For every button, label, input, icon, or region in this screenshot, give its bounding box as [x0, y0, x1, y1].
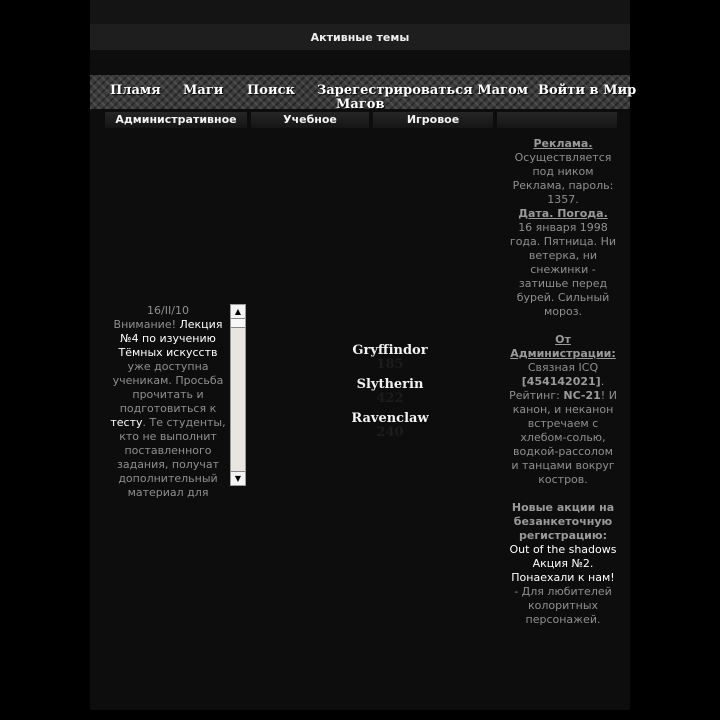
nav-mages[interactable]: Маги — [183, 83, 224, 98]
house-ravenclaw: Ravenclaw 240 — [330, 412, 450, 440]
category-administrative[interactable]: Административное — [105, 112, 247, 128]
scroll-up-icon[interactable]: ▲ — [231, 305, 245, 319]
nav-search[interactable]: Поиск — [247, 83, 295, 98]
house-points: 240 — [376, 425, 404, 440]
category-empty — [497, 112, 617, 128]
ad-text: Осуществляется под ником Реклама, пароль: 1357. — [512, 151, 614, 206]
weather-text: 16 января 1998 года. Пятница. Ни ветерка, ни снежинки - затишье перед бурей. Сильный мороз. — [509, 221, 617, 318]
promo-link-1[interactable]: Out of the shadows — [509, 543, 617, 556]
house-gryffindor: Gryffindor 185 — [330, 344, 450, 372]
scroll-down-icon[interactable]: ▼ — [231, 471, 245, 485]
category-game[interactable]: Игровое — [373, 112, 493, 128]
nav-register-wrap[interactable]: Магов — [336, 97, 385, 112]
nav-register[interactable]: Зарегестрироваться Магом — [317, 83, 528, 98]
news-scroller[interactable] — [106, 304, 230, 499]
house-slytherin: Slytherin 422 — [330, 378, 450, 406]
news-body: Внимание! Лекция №4 по изучению Тёмных искусств уже доступна ученикам. Просьба прочитать и подготовиться к тесту. Те студенты, кто не выполнит поставленного задания, получат дополнительный материал для — [110, 318, 226, 499]
main-nav — [90, 75, 637, 112]
ad-heading[interactable]: Реклама. — [533, 137, 593, 150]
promo-2-desc: - Для любителей колоритных персонажей. — [514, 585, 612, 626]
house-points: 185 — [376, 357, 404, 372]
sidebar — [508, 137, 618, 627]
nav-login[interactable]: Войти в Мир — [538, 83, 637, 98]
admin-heading[interactable]: От Администрации: — [510, 333, 616, 360]
scroll-thumb[interactable] — [231, 319, 245, 328]
promo-link-2[interactable]: Акция №2. Понаехали к нам! — [511, 557, 615, 584]
news-lecture-link[interactable]: Лекция №4 по изучению Тёмных искусств — [118, 318, 223, 359]
news-test-link[interactable]: тесту — [110, 416, 143, 429]
nav-flame[interactable]: Пламя — [110, 83, 161, 98]
active-topics-link[interactable]: Активные темы — [90, 24, 630, 50]
page — [90, 0, 637, 710]
house-points: 422 — [376, 391, 404, 406]
news-date: 16/II/10 — [147, 304, 189, 317]
news-scrollbar[interactable] — [230, 304, 246, 486]
top-strip — [90, 0, 630, 24]
weather-heading[interactable]: Дата. Погода. — [518, 207, 608, 220]
category-educational[interactable]: Учебное — [251, 112, 369, 128]
promo-heading: Новые акции на безанкеточную регистрацию: — [511, 501, 615, 542]
admin-info: Связная ICQ [454142021]. Рейтинг: NC-21! И канон, и неканон встречаем с хлебом-солью, водкой-рассолом и танцами вокруг костров. — [509, 361, 617, 486]
